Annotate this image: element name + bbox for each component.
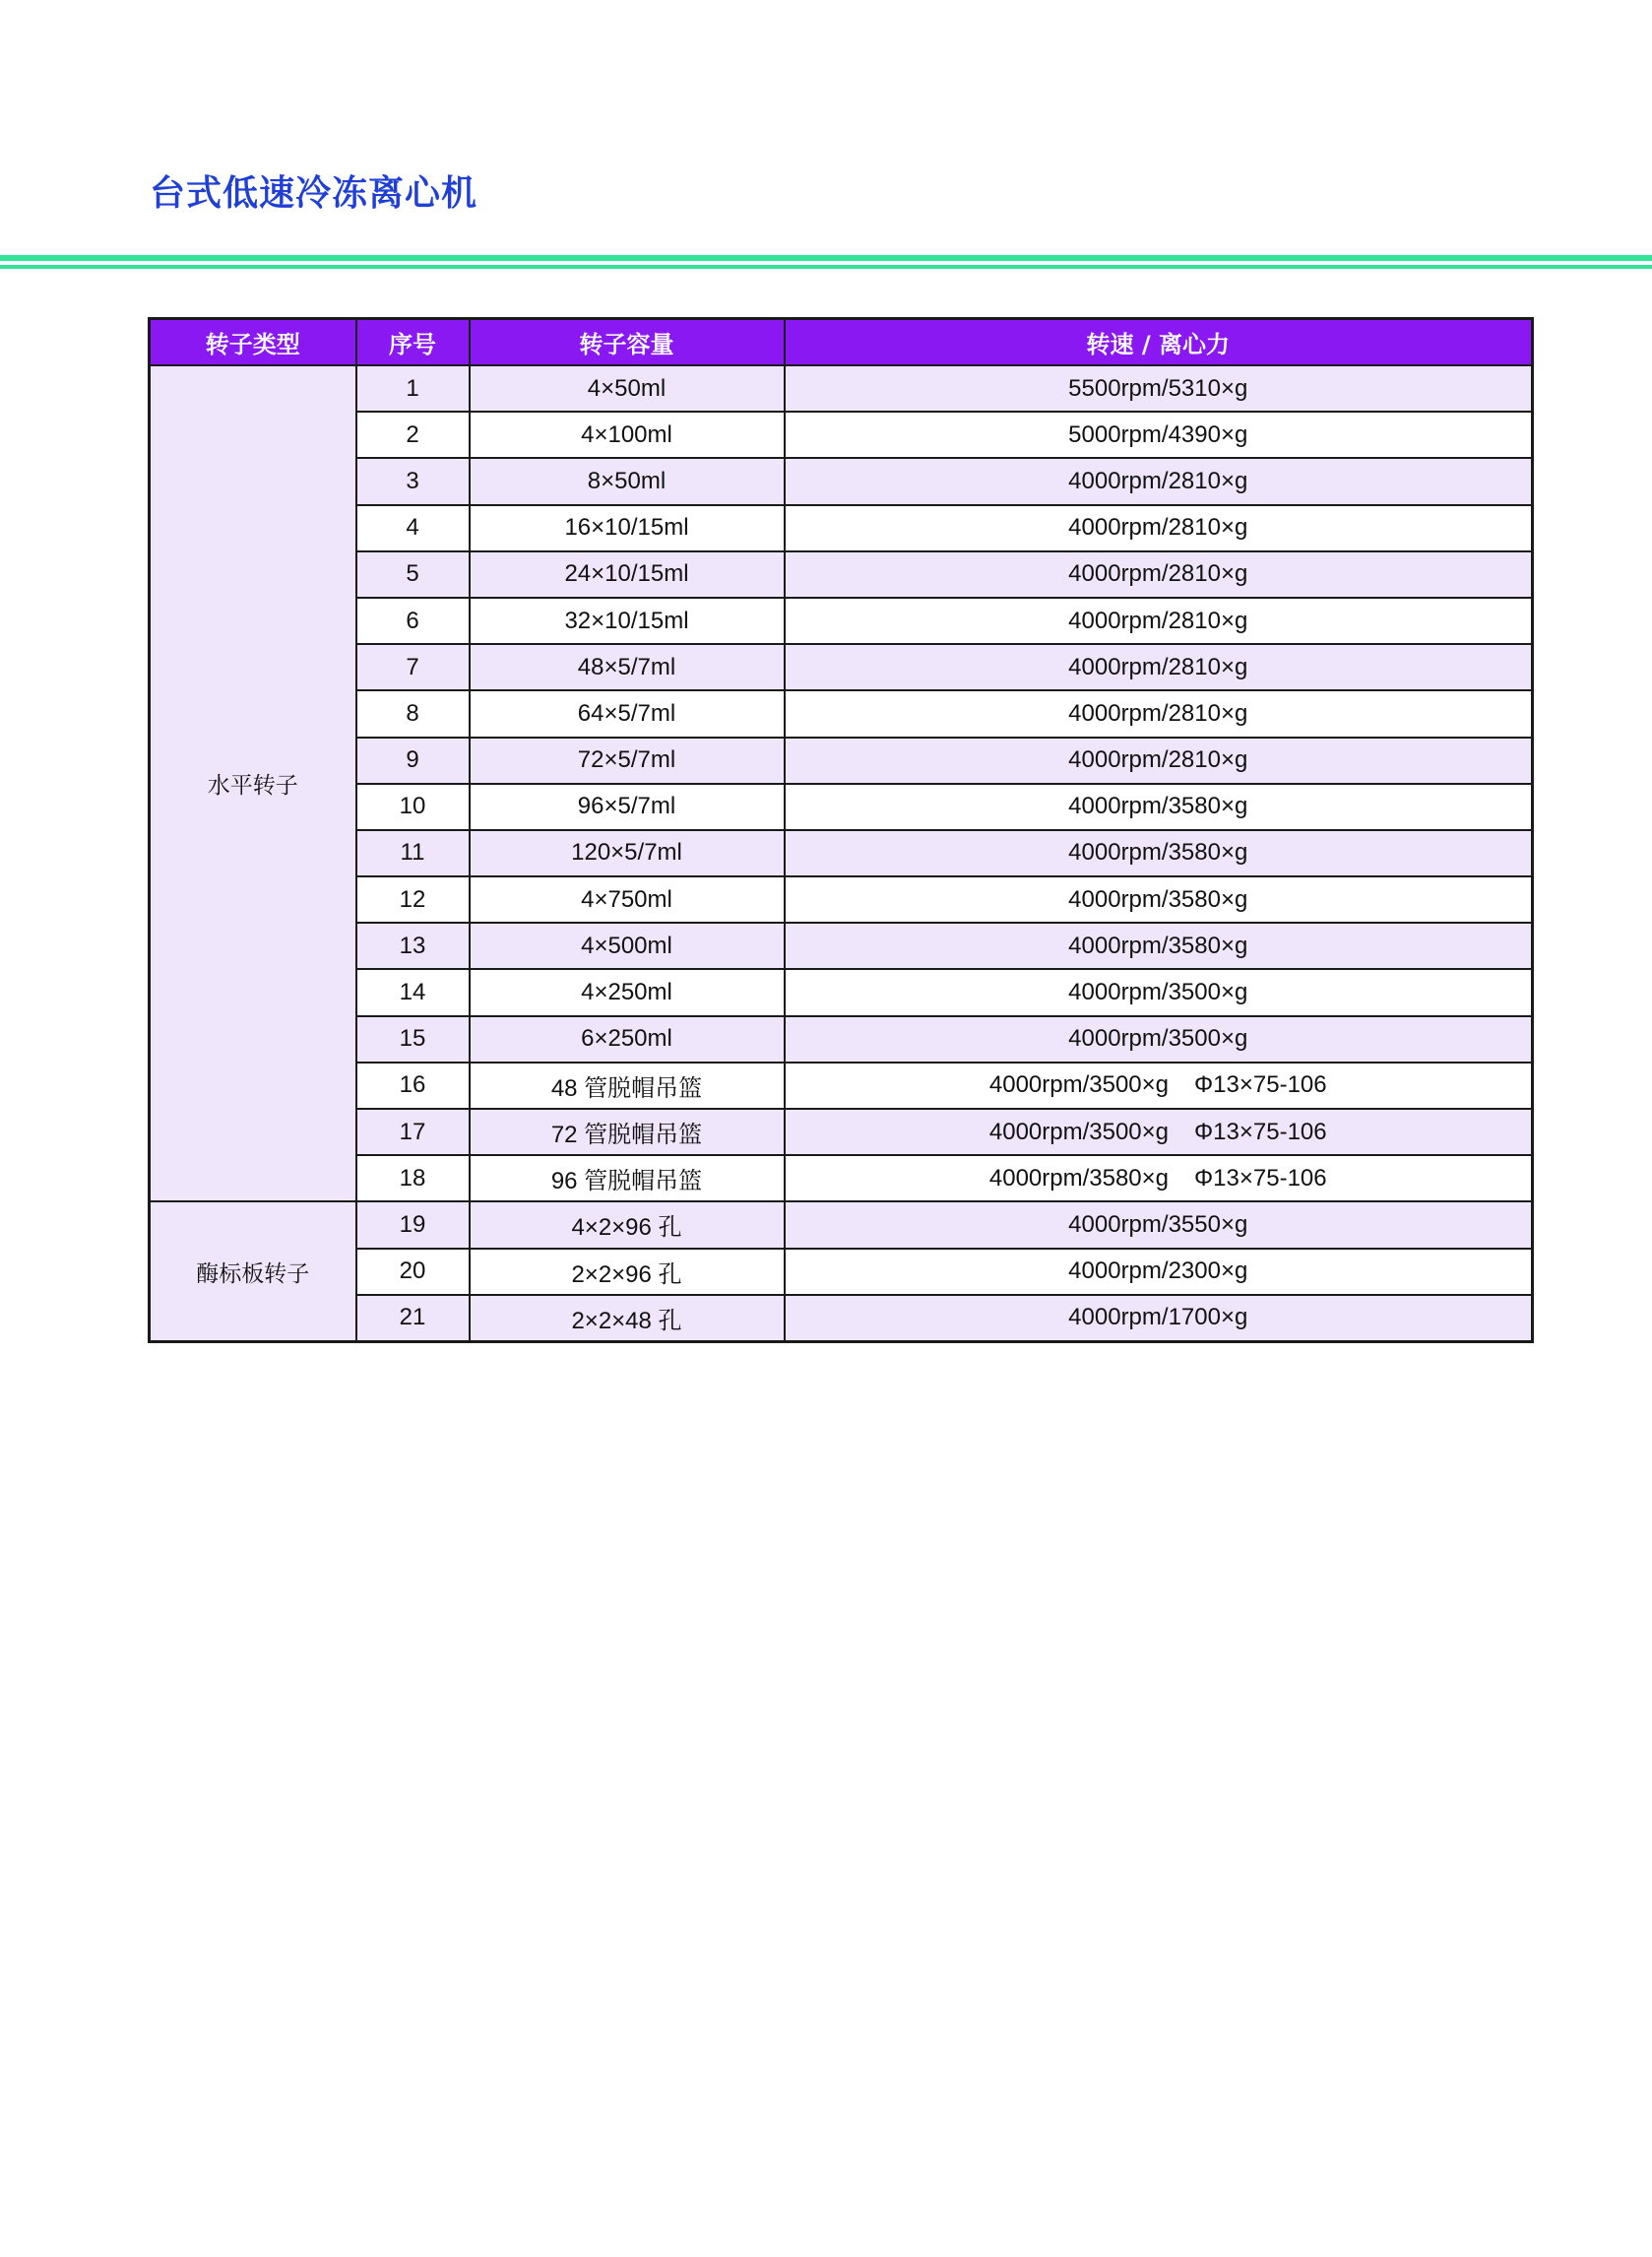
speed-force-cell: 4000rpm/2810×g (785, 738, 1533, 784)
speed-force-cell (785, 1155, 1533, 1201)
serial-no-cell: 15 (356, 1016, 470, 1063)
tube-spec-value: Φ13×75-106 (1194, 1118, 1327, 1145)
serial-no-cell: 1 (356, 365, 470, 412)
page-title: 台式低速冷冻离心机 (150, 173, 478, 214)
serial-no-cell: 9 (356, 738, 470, 784)
serial-no-cell: 21 (356, 1295, 470, 1342)
speed-force-group (989, 1071, 1327, 1099)
speed-force-cell: 4000rpm/2810×g (785, 690, 1533, 737)
speed-force-cell (785, 1063, 1533, 1109)
speed-force-cell: 4000rpm/1700×g (785, 1295, 1533, 1342)
tube-spec-value: Φ13×75-106 (1194, 1164, 1327, 1192)
table-row (150, 784, 1533, 830)
serial-no-cell: 19 (356, 1201, 470, 1248)
capacity-cell: 4×2×96 孔 (470, 1201, 785, 1248)
table-body (150, 365, 1533, 1342)
serial-no-cell: 3 (356, 458, 470, 504)
capacity-cell: 24×10/15ml (470, 551, 785, 598)
capacity-cell: 4×750ml (470, 876, 785, 923)
serial-no-cell: 20 (356, 1249, 470, 1295)
capacity-cell: 4×50ml (470, 365, 785, 412)
speed-force-cell: 4000rpm/2810×g (785, 644, 1533, 690)
serial-no-cell: 13 (356, 923, 470, 969)
capacity-cell: 48×5/7ml (470, 644, 785, 690)
capacity-cell: 4×250ml (470, 969, 785, 1015)
speed-force-cell: 4000rpm/2810×g (785, 458, 1533, 504)
speed-force-cell: 5000rpm/4390×g (785, 412, 1533, 458)
serial-no-cell: 2 (356, 412, 470, 458)
capacity-cell: 72 管脱帽吊篮 (470, 1109, 785, 1155)
serial-no-cell: 17 (356, 1109, 470, 1155)
header-serial-no: 序号 (356, 319, 470, 366)
table-row (150, 458, 1533, 504)
table-row (150, 830, 1533, 876)
speed-force-cell: 4000rpm/3580×g (785, 876, 1533, 923)
serial-no-cell: 14 (356, 969, 470, 1015)
speed-force-value: 4000rpm/3500×g (988, 1118, 1170, 1145)
capacity-cell: 2×2×48 孔 (470, 1295, 785, 1342)
serial-no-cell: 12 (356, 876, 470, 923)
capacity-cell: 96×5/7ml (470, 784, 785, 830)
table-row (150, 644, 1533, 690)
rotor-type-cell: 水平转子 (150, 365, 356, 1201)
capacity-cell: 64×5/7ml (470, 690, 785, 737)
serial-no-cell: 7 (356, 644, 470, 690)
capacity-cell: 96 管脱帽吊篮 (470, 1155, 785, 1201)
capacity-cell: 120×5/7ml (470, 830, 785, 876)
serial-no-cell: 16 (356, 1063, 470, 1109)
serial-no-cell: 18 (356, 1155, 470, 1201)
speed-force-value: 4000rpm/3580×g (988, 1164, 1170, 1192)
speed-force-cell: 4000rpm/3580×g (785, 830, 1533, 876)
capacity-cell: 4×500ml (470, 923, 785, 969)
header-rule-top (0, 255, 1652, 261)
speed-force-cell: 5500rpm/5310×g (785, 365, 1533, 412)
table-row (150, 551, 1533, 598)
header-speed-force: 转速 / 离心力 (785, 319, 1533, 366)
table-row (150, 505, 1533, 551)
speed-force-cell: 4000rpm/3550×g (785, 1201, 1533, 1248)
serial-no-cell: 11 (356, 830, 470, 876)
speed-force-cell: 4000rpm/2810×g (785, 551, 1533, 598)
table-row (150, 412, 1533, 458)
speed-force-cell: 4000rpm/3580×g (785, 784, 1533, 830)
capacity-cell: 2×2×96 孔 (470, 1249, 785, 1295)
speed-force-cell: 4000rpm/2810×g (785, 598, 1533, 644)
speed-force-group (989, 1119, 1327, 1146)
speed-force-cell: 4000rpm/3500×g (785, 969, 1533, 1015)
rotor-type-cell: 酶标板转子 (150, 1201, 356, 1341)
serial-no-cell: 6 (356, 598, 470, 644)
capacity-cell: 48 管脱帽吊篮 (470, 1063, 785, 1109)
speed-force-cell: 4000rpm/2810×g (785, 505, 1533, 551)
table-row (150, 365, 1533, 412)
speed-force-cell: 4000rpm/3500×g (785, 1016, 1533, 1063)
capacity-cell: 32×10/15ml (470, 598, 785, 644)
header-rotor-capacity: 转子容量 (470, 319, 785, 366)
speed-force-cell: 4000rpm/2300×g (785, 1249, 1533, 1295)
table-row (150, 969, 1533, 1015)
table-row (150, 1201, 1533, 1248)
speed-force-cell: 4000rpm/3580×g (785, 923, 1533, 969)
table-row (150, 876, 1533, 923)
capacity-cell: 72×5/7ml (470, 738, 785, 784)
tube-spec-value: Φ13×75-106 (1194, 1071, 1327, 1099)
table-header-row (150, 319, 1533, 366)
table-row (150, 598, 1533, 644)
serial-no-cell: 10 (356, 784, 470, 830)
capacity-cell: 4×100ml (470, 412, 785, 458)
table-row (150, 1109, 1533, 1155)
serial-no-cell: 5 (356, 551, 470, 598)
table-row (150, 1016, 1533, 1063)
table-row (150, 1063, 1533, 1109)
speed-force-cell (785, 1109, 1533, 1155)
rotor-spec-table (148, 317, 1534, 1343)
table-row (150, 738, 1533, 784)
capacity-cell: 6×250ml (470, 1016, 785, 1063)
capacity-cell: 8×50ml (470, 458, 785, 504)
header-rule-bottom (0, 265, 1652, 269)
serial-no-cell: 8 (356, 690, 470, 737)
table-row (150, 923, 1533, 969)
table-row (150, 1155, 1533, 1201)
table-row (150, 1249, 1533, 1295)
speed-force-group (989, 1165, 1327, 1193)
capacity-cell: 16×10/15ml (470, 505, 785, 551)
header-rotor-type: 转子类型 (150, 319, 356, 366)
speed-force-value: 4000rpm/3500×g (988, 1071, 1170, 1099)
table-row (150, 690, 1533, 737)
table-row (150, 1295, 1533, 1342)
serial-no-cell: 4 (356, 505, 470, 551)
